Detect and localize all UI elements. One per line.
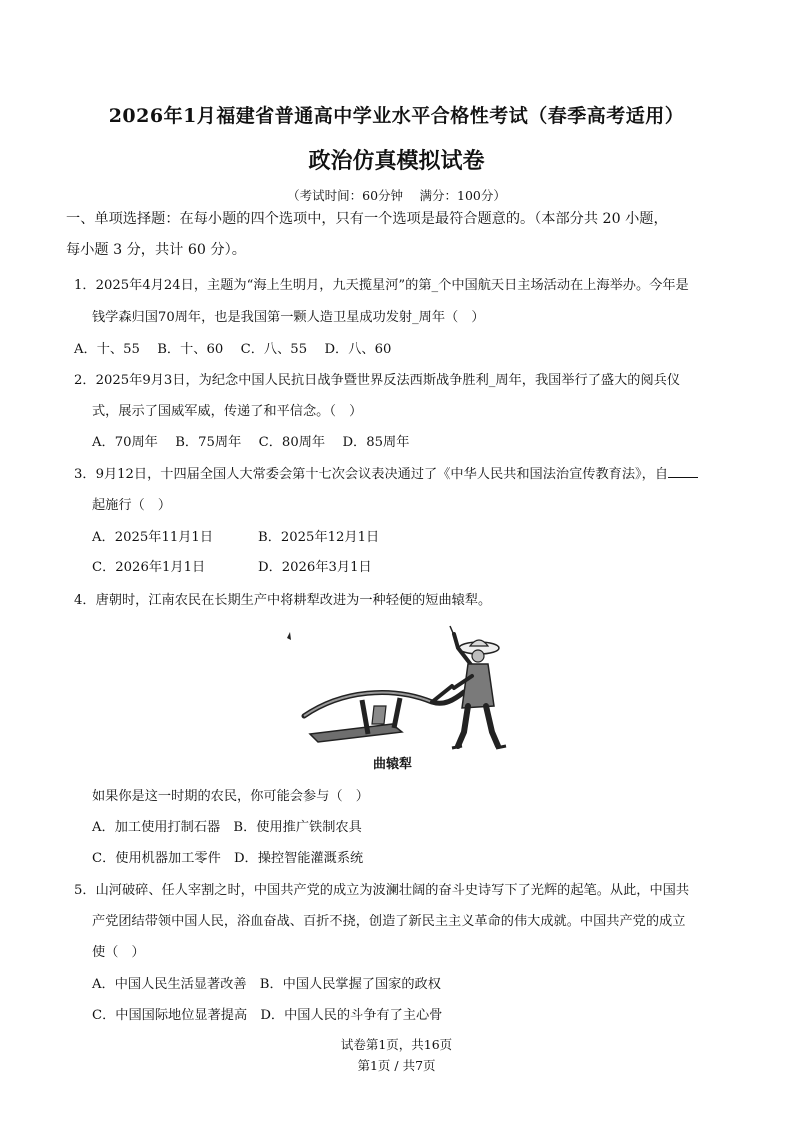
ink-mark [287,632,291,640]
q4-stem-line1: 4．唐朝时，江南农民在长期生产中将耕犁改进为一种轻便的短曲辕犁。 [74,593,492,608]
plough-base [310,724,402,742]
farmer-foot-left [452,746,462,748]
farmer-hat-top [470,640,488,646]
exam-title: 2026年1月福建省普通高中学业水平合格性考试（春季高考适用） [108,105,685,127]
section-instructions-line2: 每小题 3 分，共计 60 分）。 [66,242,246,258]
footer-exam-page-count: 试卷第1页，共16页 [340,1037,453,1052]
q4-stem-line2: 如果你是这一时期的农民，你可能会参与（ ） [92,789,369,804]
q3-stem-text: 3．9月12日，十四届全国人大常委会第十七次会议表决通过了《中华人民共和国法治宣传教育法》，自 [74,467,669,482]
q2-options: A．70周年 B．75周年 C．80周年 D．85周年 [92,435,410,450]
q5-stem-line2: 产党团结带领中国人民，浴血奋战、百折不挠，创造了新民主主义革命的伟大成就。中国共产党的成立 [92,914,686,929]
footer-viewer-page-count: 第1页 / 共7页 [357,1058,436,1073]
farmer-whip [450,626,453,633]
q3-answer-blank [668,465,698,478]
plough-upright-2 [394,698,400,728]
farmer-leg-right [486,706,498,746]
farmer-leg-left [458,706,468,746]
q3-option-b: B．2025年12月1日 [258,530,380,545]
q5-stem-line1: 5．山河破碎、任人宰割之时，中国共产党的成立为波澜壮阔的奋斗史诗写下了光辉的起笔。从此，中国共 [74,883,690,898]
farmer-foot-right [496,746,506,748]
q3-stem-line1 [74,465,698,485]
q3-stem-line2: 起施行（ ） [92,498,172,513]
q4-options-cd: C．使用机器加工零件 D．操控智能灌溉系统 [92,851,364,866]
q2-stem-line2: 式，展示了国威军威，传递了和平信念。（ ） [92,404,363,419]
q2-stem-line1: 2．2025年9月3日，为纪念中国人民抗日战争暨世界反法西斯战争胜利_周年，我国举行了盛大的阅兵仪 [74,373,681,388]
farmer-head [472,650,484,662]
plough-share [372,706,386,724]
q5-stem-line3: 使（ ） [92,945,145,960]
exam-meta: （考试时间：60分钟 满分：100分） [287,188,506,203]
plough-beam-highlight [304,693,432,716]
q5-options-cd: C．中国国际地位显著提高 D．中国人民的斗争有了主心骨 [92,1008,443,1023]
section-instructions-line1: 一、单项选择题：在每小题的四个选项中，只有一个选项是最符合题意的。（本部分共 20 小题， [66,211,668,227]
figure-caption: 曲辕犁 [373,757,413,772]
q5-options-ab: A．中国人民生活显著改善 B．中国人民掌握了国家的政权 [92,977,441,992]
farmer-body [462,664,494,708]
q1-stem-line1: 1．2025年4月24日，主题为“海上生明月，九天揽星河”的第_个中国航天日主场活动在上海举办。今年是 [74,278,689,293]
exam-subtitle: 政治仿真模拟试卷 [308,148,485,174]
curved-plough-illustration [282,624,522,774]
q3-option-d: D．2026年3月1日 [258,560,372,575]
q1-stem-line2: 钱学森归国70周年，也是我国第一颗人造卫星成功发射_周年（ ） [92,310,485,325]
q4-options-ab: A．加工使用打制石器 B．使用推广铁制农具 [92,820,362,835]
q3-option-c: C．2026年1月1日 [92,560,206,575]
q3-option-a: A．2025年11月1日 [92,530,214,545]
q1-options: A．十、55 B．十、60 C．八、55 D．八、60 [74,342,392,357]
